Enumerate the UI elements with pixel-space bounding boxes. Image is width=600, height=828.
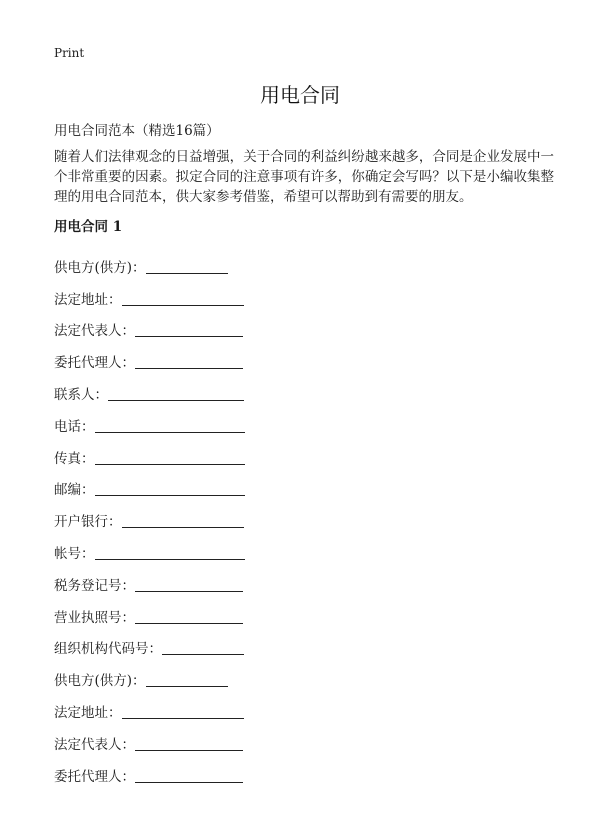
field-blank-line[interactable] <box>95 545 245 560</box>
field-label: 法定地址： <box>54 704 122 721</box>
section-heading: 用电合同 1 <box>54 219 123 235</box>
field-blank-line[interactable] <box>122 291 244 306</box>
field-row <box>54 278 554 310</box>
field-row <box>54 564 554 596</box>
contract-fields <box>54 246 554 787</box>
field-label: 营业执照号： <box>54 609 135 626</box>
field-label: 税务登记号： <box>54 577 135 594</box>
field-row <box>54 246 554 278</box>
field-label: 委托代理人： <box>54 355 135 372</box>
field-blank-line[interactable] <box>135 768 243 783</box>
field-row <box>54 373 554 405</box>
field-label: 电话： <box>54 418 95 435</box>
field-blank-line[interactable] <box>95 481 245 496</box>
field-label: 法定代表人： <box>54 736 135 753</box>
field-label: 组织机构代码号： <box>54 641 162 658</box>
field-row <box>54 628 554 660</box>
field-row <box>54 500 554 532</box>
field-label: 法定代表人： <box>54 323 135 340</box>
field-blank-line[interactable] <box>122 704 244 719</box>
field-row <box>54 659 554 691</box>
field-row <box>54 723 554 755</box>
document-subtitle: 用电合同范本（精选16篇） <box>54 123 220 139</box>
field-blank-line[interactable] <box>135 609 243 624</box>
field-blank-line[interactable] <box>135 577 243 592</box>
field-row <box>54 310 554 342</box>
field-row <box>54 596 554 628</box>
field-label: 供电方(供方)： <box>54 259 146 276</box>
field-blank-line[interactable] <box>135 354 243 369</box>
print-link[interactable]: Print <box>54 46 85 60</box>
field-row <box>54 532 554 564</box>
intro-paragraph: 随着人们法律观念的日益增强，关于合同的利益纠纷越来越多，合同是企业发展中一个非常重要的因素。拟定合同的注意事项有许多，你确定会写吗？以下是小编收集整理的用电合同范本，供大家参考借鉴，希望可以帮助到有需要的朋友。 <box>54 149 554 205</box>
field-blank-line[interactable] <box>146 259 228 274</box>
document-title: 用电合同 <box>260 83 340 107</box>
field-blank-line[interactable] <box>146 672 228 687</box>
field-label: 供电方(供方)： <box>54 673 146 690</box>
field-blank-line[interactable] <box>108 386 244 401</box>
field-blank-line[interactable] <box>162 640 244 655</box>
field-row <box>54 469 554 501</box>
field-blank-line[interactable] <box>122 513 244 528</box>
field-blank-line[interactable] <box>95 418 245 433</box>
field-row <box>54 755 554 787</box>
field-label: 委托代理人： <box>54 768 135 785</box>
field-label: 开户银行： <box>54 514 122 531</box>
field-row <box>54 341 554 373</box>
field-row <box>54 437 554 469</box>
field-blank-line[interactable] <box>135 322 243 337</box>
field-label: 邮编： <box>54 482 95 499</box>
field-row <box>54 691 554 723</box>
field-label: 法定地址： <box>54 291 122 308</box>
field-label: 联系人： <box>54 386 108 403</box>
field-row <box>54 405 554 437</box>
field-label: 帐号： <box>54 545 95 562</box>
field-blank-line[interactable] <box>135 736 243 751</box>
field-blank-line[interactable] <box>95 450 245 465</box>
field-label: 传真： <box>54 450 95 467</box>
